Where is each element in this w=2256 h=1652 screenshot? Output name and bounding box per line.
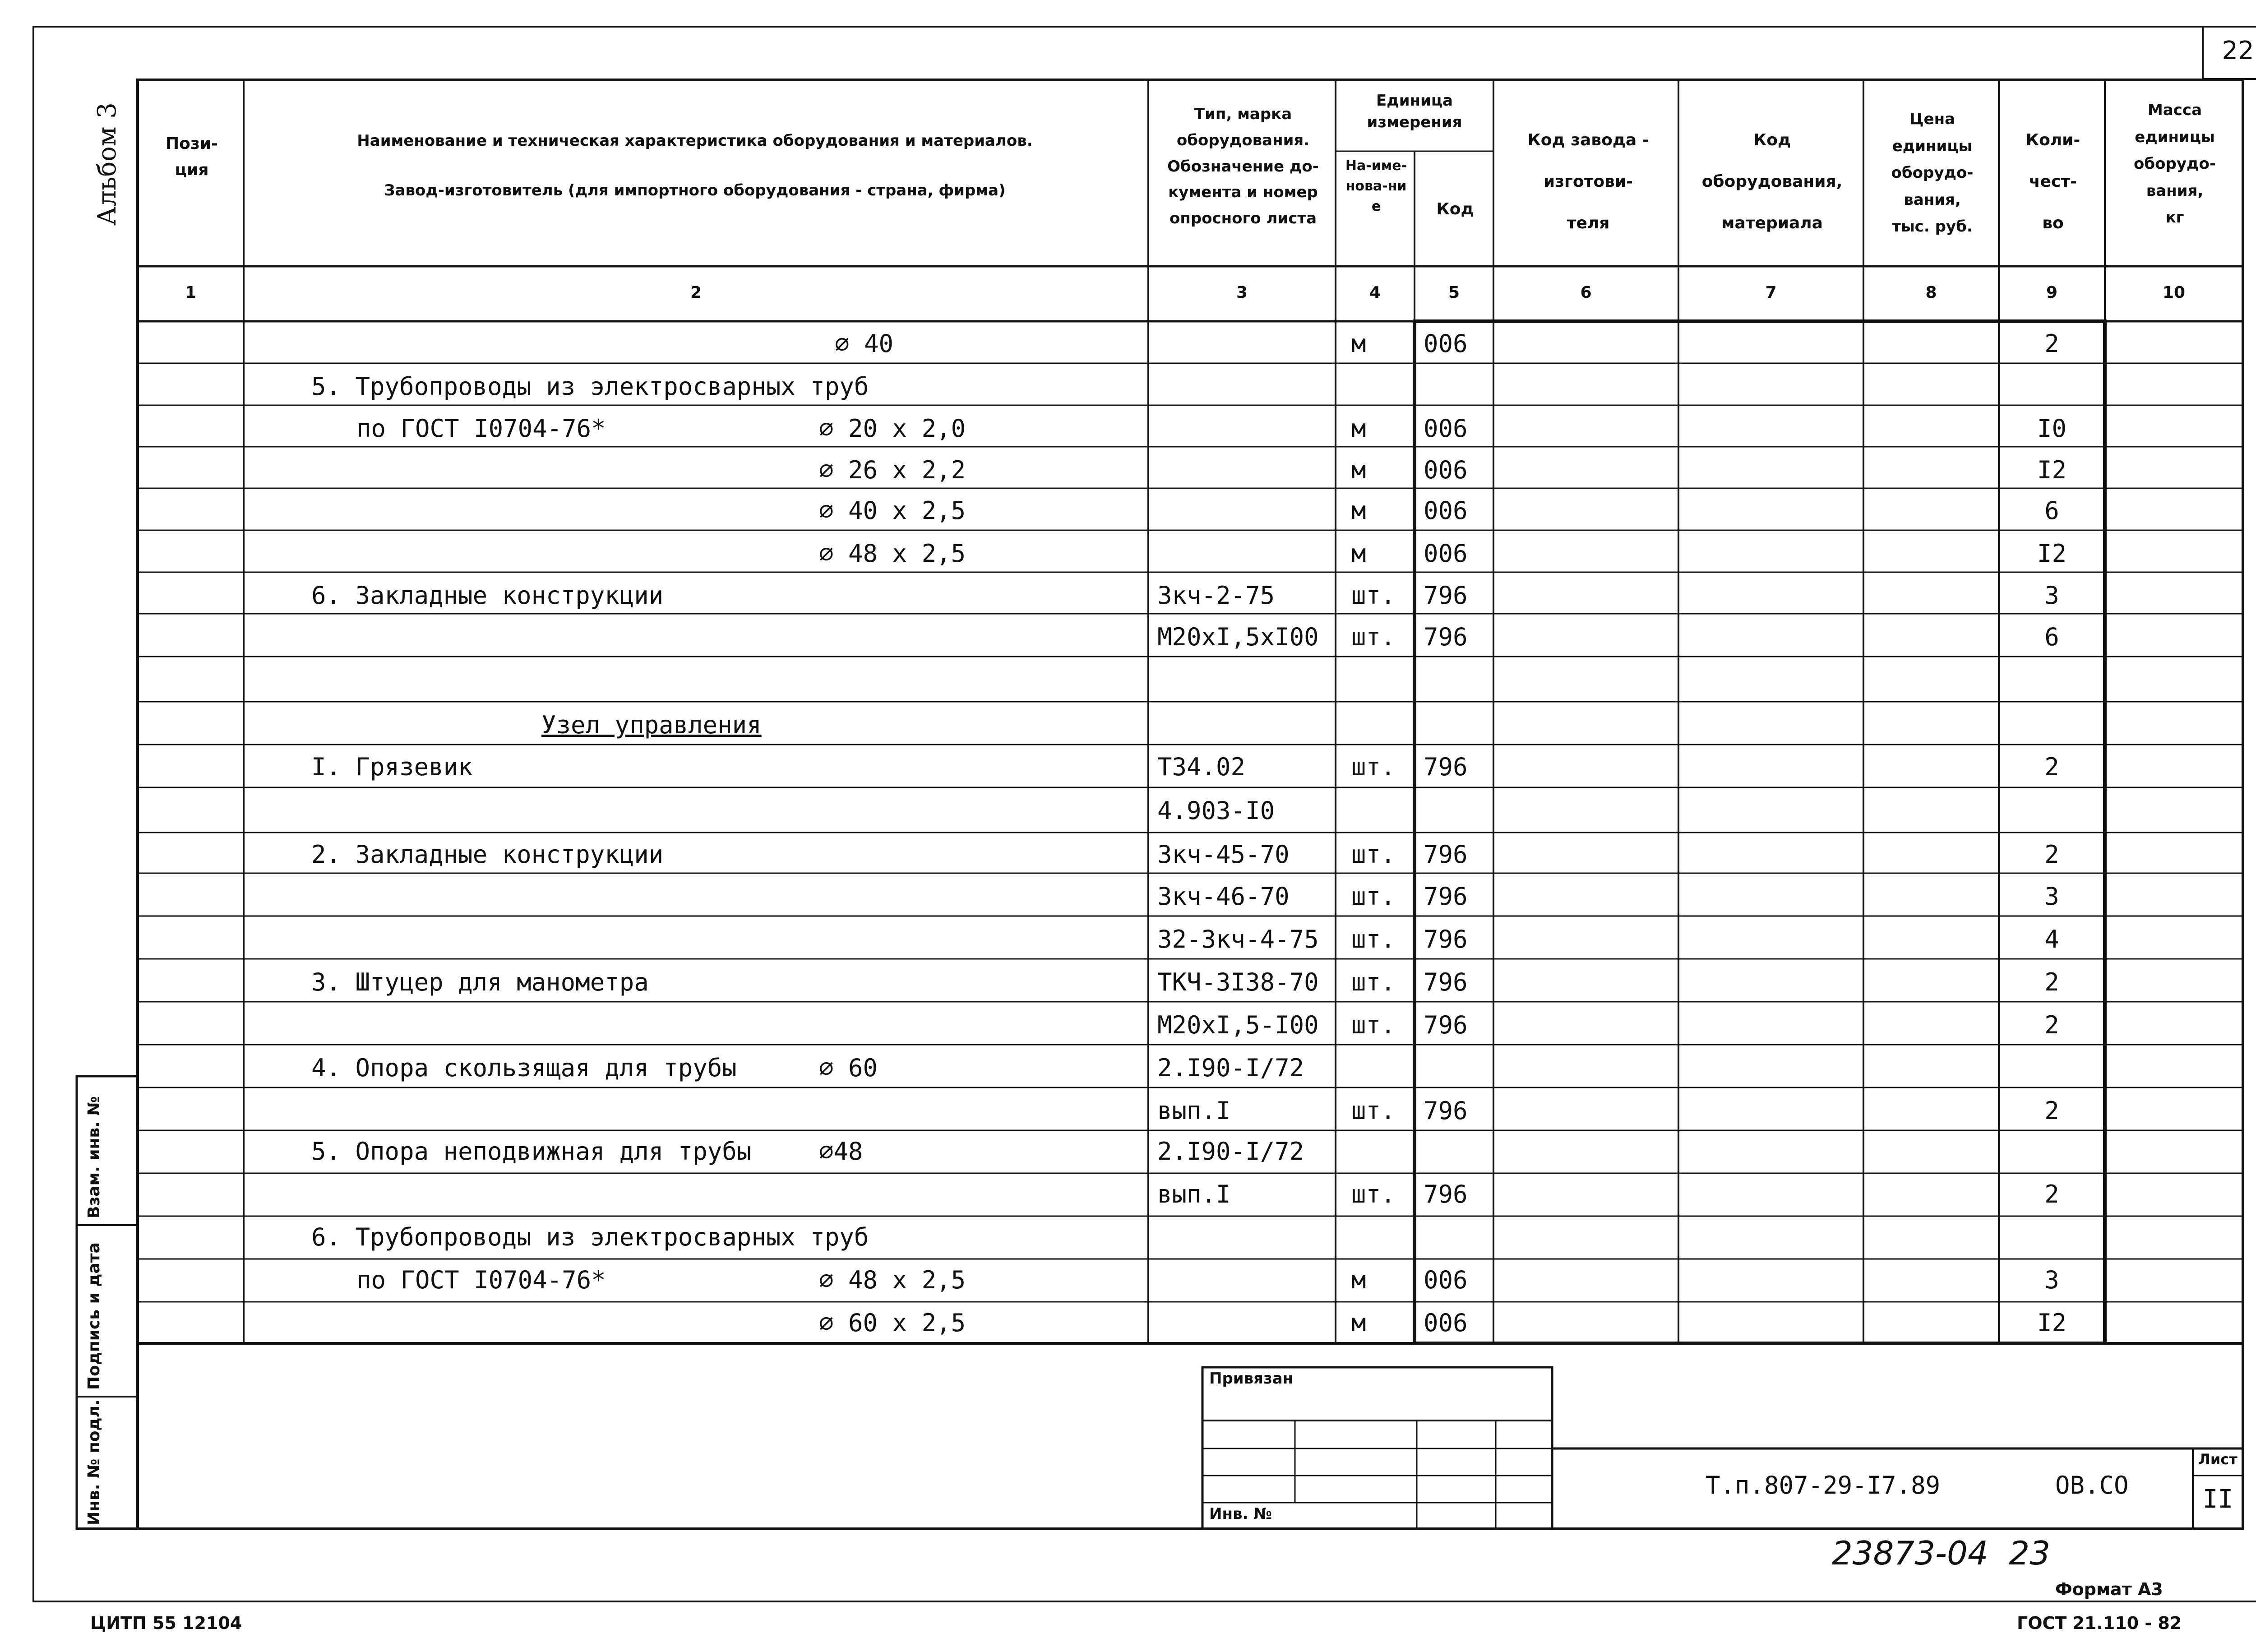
- col-num: 2: [690, 283, 702, 302]
- item-code: 796: [1424, 968, 1468, 996]
- item-type: Т34.02: [1157, 753, 1246, 781]
- item-name: 3. Штуцер для манометра: [311, 968, 649, 996]
- handwritten-number: 23873-04 23: [1832, 1534, 2051, 1572]
- col-num: 4: [1369, 283, 1381, 302]
- col-num: 8: [1925, 283, 1937, 302]
- col-num: 10: [2162, 283, 2186, 302]
- header-type-l3: Обозначение до-: [1167, 157, 1319, 176]
- title-inv-no: Инв. №: [1209, 1505, 1272, 1523]
- header-price-l3: оборудо-: [1891, 164, 1974, 182]
- item-unit: м: [1351, 329, 1366, 358]
- header-price-l4: вания,: [1904, 190, 1961, 209]
- item-size: ⌀ 40 х 2,5: [819, 496, 966, 525]
- item-code: 796: [1424, 1097, 1468, 1125]
- item-name: ⌀ 40: [835, 329, 894, 358]
- item-code: 006: [1424, 456, 1468, 484]
- item-quantity: 4: [2044, 925, 2059, 953]
- item-type: 32-3кч-4-75: [1157, 925, 1319, 953]
- item-code: 796: [1424, 925, 1468, 953]
- item-unit: м: [1351, 1266, 1366, 1294]
- item-code: 006: [1424, 539, 1468, 568]
- header-price-l5: тыс. руб.: [1892, 217, 1973, 236]
- col-num: 6: [1580, 283, 1592, 302]
- header-quantity: [2001, 120, 2105, 244]
- item-type: 2.I90-I/72: [1157, 1137, 1304, 1166]
- item-name: Узел управления: [541, 711, 762, 739]
- header-factory-l2: изготови-: [1543, 172, 1633, 191]
- item-name: 6. Закладные конструкции: [311, 581, 664, 610]
- title-privyazan: Привязан: [1209, 1370, 1294, 1388]
- header-quantity-l3: во: [2042, 213, 2064, 232]
- item-name: 4. Опора скользящая для трубы: [311, 1054, 737, 1082]
- item-quantity: 2: [2044, 1097, 2059, 1125]
- header-type: [1151, 102, 1336, 232]
- item-unit: шт.: [1351, 581, 1396, 610]
- stamp-podpis: Подпись и дата: [85, 1242, 103, 1390]
- item-code: 796: [1424, 623, 1468, 651]
- item-type: 2.I90-I/72: [1157, 1054, 1304, 1082]
- item-code: 796: [1424, 882, 1468, 911]
- header-mass-l1: Масса: [2147, 101, 2202, 119]
- item-code: 796: [1424, 581, 1468, 610]
- item-code: 006: [1424, 496, 1468, 525]
- item-type: М20хI,5хI00: [1157, 623, 1319, 651]
- item-unit: м: [1351, 496, 1366, 525]
- item-unit: шт.: [1351, 968, 1396, 996]
- item-unit: м: [1351, 1309, 1366, 1337]
- item-quantity: 2: [2044, 753, 2059, 781]
- stamp-inv: Инв. № подл.: [85, 1399, 103, 1525]
- header-unit: Единица измерения: [1367, 92, 1462, 131]
- item-size: ⌀ 20 х 2,0: [819, 414, 966, 443]
- header-mass-l3: оборудо-: [2134, 155, 2216, 173]
- header-mass-l4: вания,: [2146, 181, 2204, 200]
- header-equipment-l1: Код: [1753, 131, 1791, 149]
- album-label: Альбом 3: [92, 102, 122, 226]
- header-type-l1: Тип, марка: [1194, 105, 1292, 123]
- item-quantity: 2: [2044, 840, 2059, 869]
- item-unit: м: [1351, 456, 1366, 484]
- item-quantity: 2: [2044, 968, 2059, 996]
- header-quantity-l2: чест-: [2029, 172, 2077, 191]
- item-size: ⌀48: [819, 1137, 863, 1166]
- header-price: [1866, 106, 1999, 241]
- item-quantity: 6: [2044, 496, 2059, 525]
- item-code: 006: [1424, 1266, 1468, 1294]
- header-mass: [2107, 97, 2242, 231]
- header-factory-l3: теля: [1567, 213, 1610, 232]
- item-code: 006: [1424, 414, 1468, 443]
- header-equipment-l3: материала: [1721, 213, 1823, 232]
- format-label: Формат А3: [2055, 1579, 2163, 1599]
- item-unit: м: [1351, 539, 1366, 568]
- item-type: ТКЧ-3I38-70: [1157, 968, 1319, 996]
- header-mass-l2: единицы: [2135, 128, 2215, 146]
- page-number: 22: [2222, 36, 2254, 65]
- item-quantity: I2: [2037, 456, 2067, 484]
- item-type: вып.I: [1157, 1180, 1231, 1208]
- item-code: 796: [1424, 1011, 1468, 1039]
- item-quantity: 3: [2044, 882, 2059, 911]
- item-unit: шт.: [1351, 1097, 1396, 1125]
- item-code: 796: [1424, 753, 1468, 781]
- col-num: 9: [2046, 283, 2058, 302]
- header-factory-l1: Код завода -: [1527, 131, 1649, 149]
- item-type: 3кч-46-70: [1157, 882, 1290, 911]
- footer-right: ГОСТ 21.110 - 82: [2017, 1613, 2182, 1633]
- col-num: 3: [1236, 283, 1248, 302]
- title-list-number: II: [2202, 1485, 2233, 1514]
- item-quantity: 2: [2044, 1180, 2059, 1208]
- header-equipment-code: [1681, 120, 1863, 244]
- header-type-l2: оборудования.: [1176, 131, 1310, 149]
- col-num: 1: [185, 283, 197, 302]
- header-unit-code: Код: [1436, 200, 1474, 218]
- item-name: I. Грязевик: [311, 753, 473, 781]
- header-type-l5: опросного листа: [1169, 209, 1317, 228]
- item-code: 006: [1424, 1309, 1468, 1337]
- item-type: 3кч-45-70: [1157, 840, 1290, 869]
- item-name: по ГОСТ I0704-76*: [356, 414, 606, 443]
- item-unit: м: [1351, 414, 1366, 443]
- item-size: ⌀ 60: [819, 1054, 878, 1082]
- header-unit-name: На-име-нова-ние: [1345, 158, 1407, 214]
- item-name: 2. Закладные конструкции: [311, 840, 664, 869]
- item-size: ⌀ 48 х 2,5: [819, 539, 966, 568]
- header-type-l4: кумента и номер: [1168, 183, 1318, 202]
- item-quantity: 3: [2044, 581, 2059, 610]
- item-unit: шт.: [1351, 1011, 1396, 1039]
- col-num: 7: [1765, 283, 1777, 302]
- item-quantity: 2: [2044, 329, 2059, 358]
- title-list-label: Лист: [2198, 1451, 2238, 1468]
- item-name: по ГОСТ I0704-76*: [356, 1266, 606, 1294]
- header-mass-l5: кг: [2165, 208, 2184, 227]
- header-factory-code: [1498, 120, 1678, 244]
- item-unit: шт.: [1351, 753, 1396, 781]
- item-name: 5. Опора неподвижная для трубы: [311, 1137, 752, 1166]
- item-unit: шт.: [1351, 840, 1396, 869]
- item-code: 006: [1424, 329, 1468, 358]
- item-unit: шт.: [1351, 925, 1396, 953]
- header-name-line1: Наименование и техническая характеристика оборудования и материалов.: [357, 132, 1033, 150]
- item-name: 5. Трубопроводы из электросварных труб: [311, 372, 869, 401]
- header-quantity-l1: Коли-: [2025, 131, 2080, 149]
- col-num: 5: [1448, 283, 1460, 302]
- item-quantity: I2: [2037, 1309, 2067, 1337]
- item-unit: шт.: [1351, 1180, 1396, 1208]
- item-quantity: I2: [2037, 539, 2067, 568]
- header-position: Пози-ция: [166, 134, 218, 179]
- item-type: вып.I: [1157, 1097, 1231, 1125]
- item-size: ⌀ 48 х 2,5: [819, 1266, 966, 1294]
- item-unit: шт.: [1351, 882, 1396, 911]
- stamp-vzam: Взам. инв. №: [85, 1096, 103, 1218]
- item-code: 796: [1424, 840, 1468, 869]
- item-quantity: 3: [2044, 1266, 2059, 1294]
- item-type: 4.903-I0: [1157, 796, 1275, 825]
- item-type: М20хI,5-I00: [1157, 1011, 1319, 1039]
- header-name-line2: Завод-изготовитель (для импортного оборудования - страна, фирма): [384, 181, 1006, 199]
- item-quantity: 2: [2044, 1011, 2059, 1039]
- title-doc-code: Т.п.807-29-I7.89: [1706, 1471, 1941, 1499]
- item-name: 6. Трубопроводы из электросварных труб: [311, 1223, 869, 1251]
- footer-left: ЦИТП 55 12104: [90, 1613, 242, 1633]
- item-size: ⌀ 26 х 2,2: [819, 456, 966, 484]
- title-sheet-code: ОВ.СО: [2055, 1471, 2129, 1499]
- item-code: 796: [1424, 1180, 1468, 1208]
- item-quantity: I0: [2037, 414, 2067, 443]
- header-price-l1: Цена: [1909, 110, 1956, 128]
- item-quantity: 6: [2044, 623, 2059, 651]
- item-type: 3кч-2-75: [1157, 581, 1275, 610]
- header-equipment-l2: оборудования,: [1701, 172, 1843, 191]
- header-price-l2: единицы: [1892, 137, 1973, 155]
- item-unit: шт.: [1351, 623, 1396, 651]
- item-size: ⌀ 60 х 2,5: [819, 1309, 966, 1337]
